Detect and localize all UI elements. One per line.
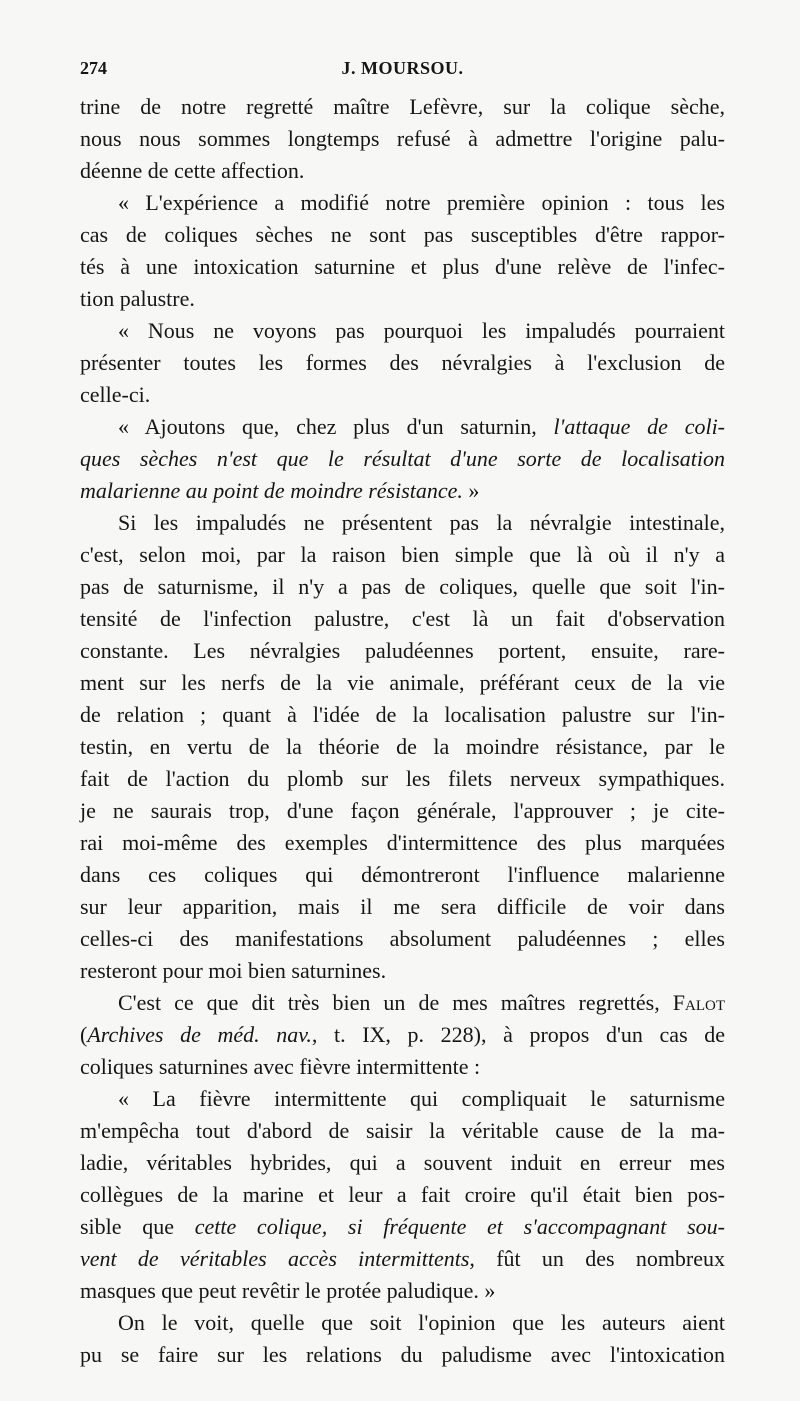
text-line: « Nous ne voyons pas pourquoi les impaludés pourraient <box>118 318 725 343</box>
page-number: 274 <box>80 58 107 78</box>
text-line: déenne de cette affection. <box>80 158 305 183</box>
text-line: pas de saturnisme, il n'y a pas de coliques, quelle que soit l'in- <box>80 574 725 599</box>
text-line: tés à une intoxication saturnine et plus d'une relève de l'infec- <box>80 254 725 279</box>
text-line: m'empêcha tout d'abord de saisir la véritable cause de la ma- <box>80 1118 725 1143</box>
text-line: c'est, selon moi, par la raison bien simple que là où il n'y a <box>80 542 725 567</box>
text-line: resteront pour moi bien saturnines. <box>80 958 387 983</box>
text-line: pu se faire sur les relations du paludisme avec l'intoxication <box>80 1342 725 1367</box>
text-line: tion palustre. <box>80 286 195 311</box>
text-line: testin, en vertu de la théorie de la moindre résistance, par le <box>80 734 725 759</box>
text-line: ladie, véritables hybrides, qui a souvent induit en erreur mes <box>80 1150 725 1175</box>
text-line: je ne saurais trop, d'une façon générale, l'approuver ; je cite- <box>80 798 725 823</box>
text-line: sur leur apparition, mais il me sera difficile de voir dans <box>80 894 725 919</box>
text-line: dans ces coliques qui démontreront l'influence malarienne <box>80 862 725 887</box>
text-line: malarienne au point de moindre résistance. » <box>80 478 480 503</box>
text-line: C'est ce que dit très bien un de mes maîtres regrettés, Falot <box>118 990 725 1015</box>
text-line: vent de véritables accès intermittents, fût un des nombreux <box>80 1246 726 1271</box>
text-line: Si les impaludés ne présentent pas la névralgie intestinale, <box>118 510 725 535</box>
text-line: « La fièvre intermittente qui compliquait le saturnisme <box>118 1086 725 1111</box>
text-line: On le voit, quelle que soit l'opinion que les auteurs aient <box>118 1310 725 1335</box>
text-line: nous nous sommes longtemps refusé à admettre l'origine palu- <box>80 126 725 151</box>
text-line: collègues de la marine et leur a fait croire qu'il était bien pos- <box>80 1182 725 1207</box>
text-line: constante. Les névralgies paludéennes portent, ensuite, rare- <box>80 638 725 663</box>
text-line: sible que cette colique, si fréquente et s'accompagnant sou- <box>80 1214 725 1239</box>
text-line: masques que peut revêtir le protée paludique. » <box>80 1278 496 1303</box>
text-line: fait de l'action du plomb sur les filets nerveux sympathiques. <box>80 766 725 791</box>
text-line: coliques saturnines avec fièvre intermittente : <box>80 1054 481 1079</box>
text-line: celles-ci des manifestations absolument paludéennes ; elles <box>80 926 725 951</box>
text-line: rai moi-même des exemples d'intermittence des plus marquées <box>80 830 725 855</box>
page-header <box>80 58 725 88</box>
text-line: cas de coliques sèches ne sont pas susceptibles d'être rappor- <box>80 222 725 247</box>
text-line: celle-ci. <box>80 382 151 407</box>
text-line: ment sur les nerfs de la vie animale, préférant ceux de la vie <box>80 670 725 695</box>
text-line: « L'expérience a modifié notre première opinion : tous les <box>118 190 725 215</box>
text-line: « Ajoutons que, chez plus d'un saturnin, l'attaque de coli- <box>118 414 726 439</box>
text-line: présenter toutes les formes des névralgies à l'exclusion de <box>80 350 725 375</box>
text-line: de relation ; quant à l'idée de la localisation palustre sur l'in- <box>80 702 725 727</box>
running-head: J. MOURSOU. <box>341 58 464 78</box>
text-line: tensité de l'infection palustre, c'est là un fait d'observation <box>80 606 725 631</box>
text-line: (Archives de méd. nav., t. IX, p. 228), à propos d'un cas de <box>80 1022 726 1047</box>
text-line: trine de notre regretté maître Lefèvre, sur la colique sèche, <box>80 94 725 119</box>
text-line: ques sèches n'est que le résultat d'une sorte de localisation <box>80 446 725 471</box>
